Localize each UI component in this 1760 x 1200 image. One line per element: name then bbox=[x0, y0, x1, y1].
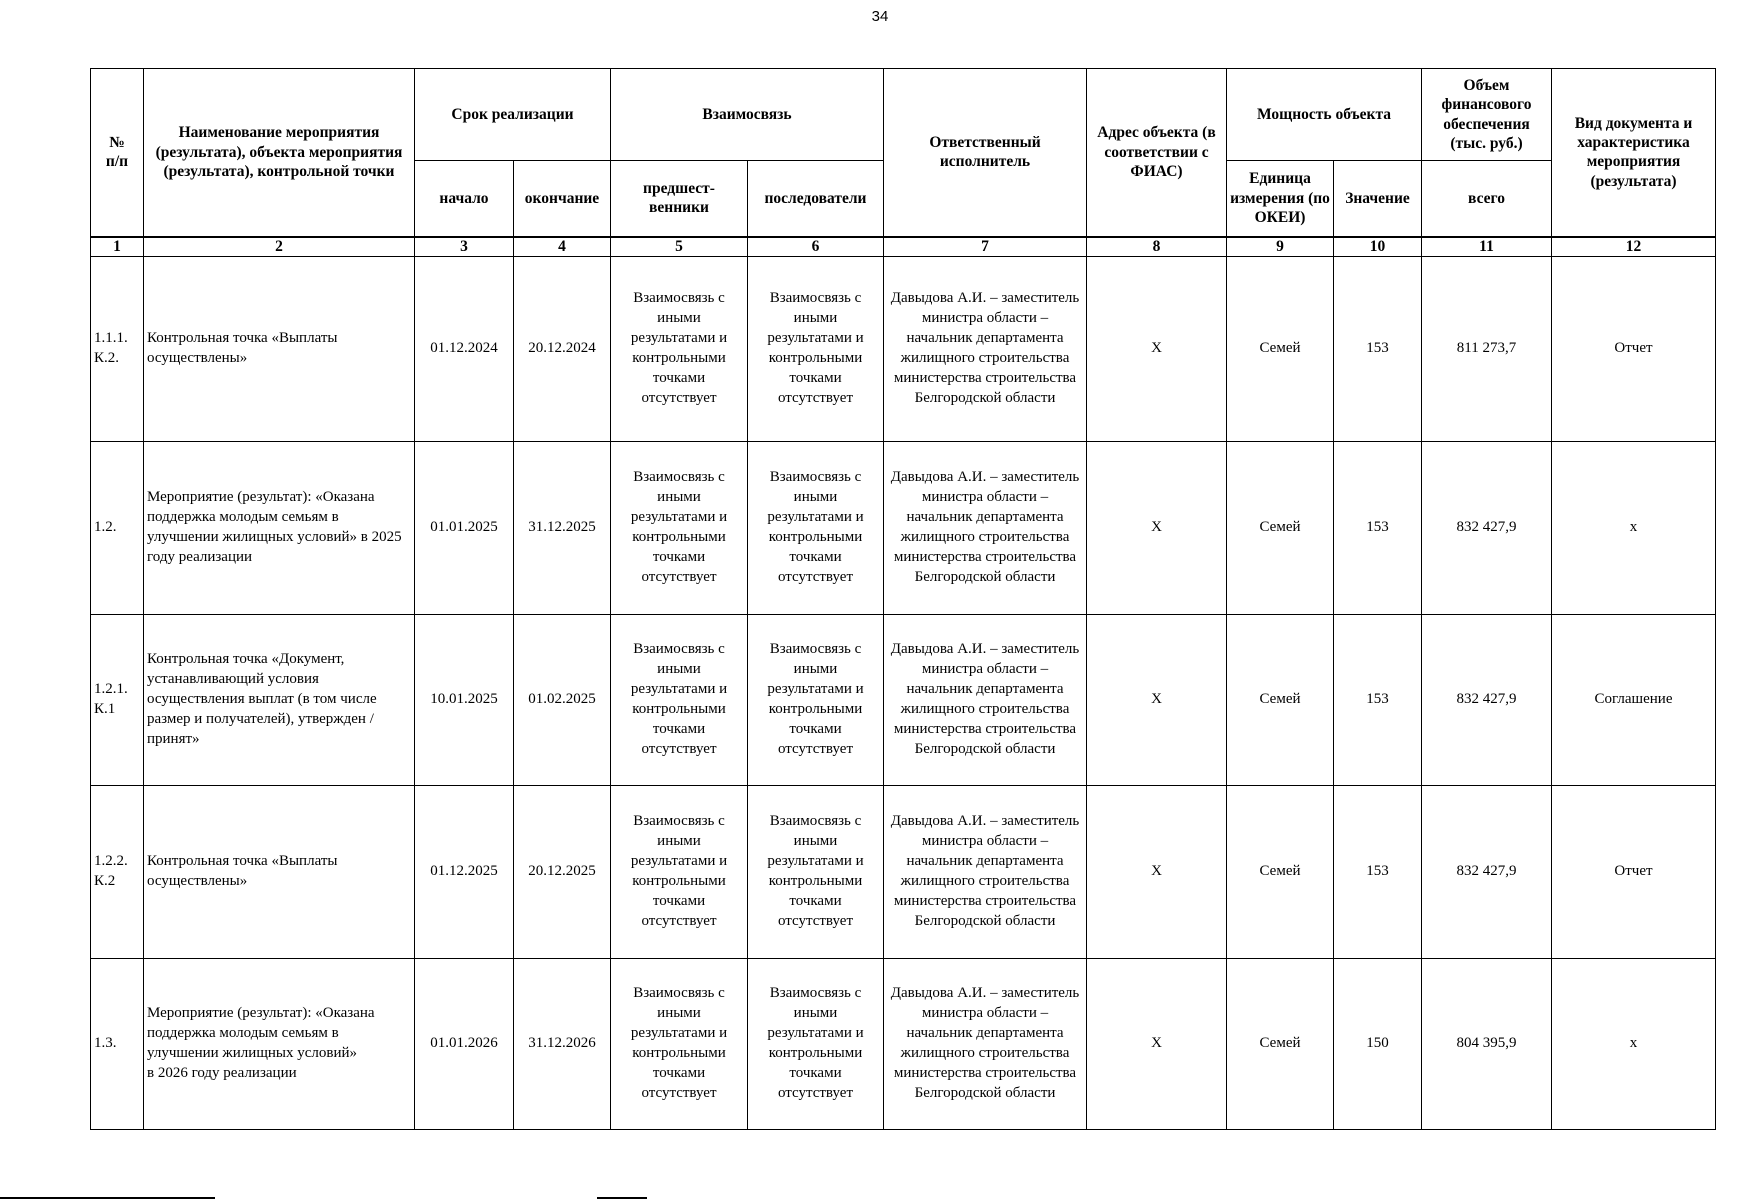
column-number: 3 bbox=[415, 237, 514, 257]
row-name: Мероприятие (результат): «Оказана поддержка молодым семьям в улучшении жилищных условий» в 2026 году реализации bbox=[144, 958, 415, 1129]
row-start-date: 10.01.2025 bbox=[415, 614, 514, 785]
column-number: 5 bbox=[611, 237, 748, 257]
header-address: Адрес объекта (в соответствии с ФИАС) bbox=[1087, 69, 1227, 237]
row-address: X bbox=[1087, 441, 1227, 614]
row-name: Контрольная точка «Документ, устанавливающий условия осуществления выплат (в том числе размер и получателей), утвержден / принят» bbox=[144, 614, 415, 785]
row-number: 1.1.1. К.2. bbox=[91, 256, 144, 441]
row-total-funding: 832 427,9 bbox=[1422, 614, 1552, 785]
footer-rule-left bbox=[0, 1197, 215, 1199]
row-responsible: Давыдова А.И. – заместитель министра области – начальник департамента жилищного строительства министерства строительства Белгородской области bbox=[884, 614, 1087, 785]
row-successors: Взаимосвязь с иными результатами и контрольными точками отсутствует bbox=[748, 785, 884, 958]
table-row bbox=[91, 256, 1716, 441]
column-number: 6 bbox=[748, 237, 884, 257]
row-end-date: 31.12.2025 bbox=[514, 441, 611, 614]
row-doc-type: х bbox=[1552, 441, 1716, 614]
header-total: всего bbox=[1422, 161, 1552, 237]
table-body bbox=[91, 256, 1716, 1130]
row-responsible: Давыдова А.И. – заместитель министра области – начальник департамента жилищного строительства министерства строительства Белгородской области bbox=[884, 441, 1087, 614]
row-total-funding: 832 427,9 bbox=[1422, 785, 1552, 958]
row-total-funding: 832 427,9 bbox=[1422, 441, 1552, 614]
row-end-date: 20.12.2025 bbox=[514, 785, 611, 958]
row-unit: Семей bbox=[1227, 614, 1334, 785]
row-unit: Семей bbox=[1227, 785, 1334, 958]
header-start: начало bbox=[415, 161, 514, 237]
row-start-date: 01.01.2026 bbox=[415, 958, 514, 1129]
row-successors: Взаимосвязь с иными результатами и контрольными точками отсутствует bbox=[748, 614, 884, 785]
row-end-date: 31.12.2026 bbox=[514, 958, 611, 1129]
row-end-date: 20.12.2024 bbox=[514, 256, 611, 441]
row-doc-type: х bbox=[1552, 958, 1716, 1129]
row-doc-type: Отчет bbox=[1552, 256, 1716, 441]
column-number: 1 bbox=[91, 237, 144, 257]
column-numbers-row bbox=[91, 237, 1716, 257]
page-number: 34 bbox=[871, 8, 889, 25]
header-end: окончание bbox=[514, 161, 611, 237]
table-row bbox=[91, 785, 1716, 958]
row-name: Контрольная точка «Выплаты осуществлены» bbox=[144, 785, 415, 958]
row-name: Мероприятие (результат): «Оказана поддержка молодым семьям в улучшении жилищных условий» в 2025 году реализации bbox=[144, 441, 415, 614]
row-total-funding: 804 395,9 bbox=[1422, 958, 1552, 1129]
row-predecessors: Взаимосвязь с иными результатами и контрольными точками отсутствует bbox=[611, 958, 748, 1129]
header-capacity: Мощность объекта bbox=[1227, 69, 1422, 161]
column-number: 9 bbox=[1227, 237, 1334, 257]
row-successors: Взаимосвязь с иными результатами и контрольными точками отсутствует bbox=[748, 256, 884, 441]
row-responsible: Давыдова А.И. – заместитель министра области – начальник департамента жилищного строительства министерства строительства Белгородской области bbox=[884, 256, 1087, 441]
row-number: 1.2.2. К.2 bbox=[91, 785, 144, 958]
header-predecessors-text: предшест- венники bbox=[643, 179, 715, 217]
table-row bbox=[91, 958, 1716, 1129]
row-successors: Взаимосвязь с иными результатами и контрольными точками отсутствует bbox=[748, 441, 884, 614]
row-value: 153 bbox=[1334, 614, 1422, 785]
header-period: Срок реализации bbox=[415, 69, 611, 161]
row-start-date: 01.01.2025 bbox=[415, 441, 514, 614]
table-row bbox=[91, 614, 1716, 785]
row-doc-type: Отчет bbox=[1552, 785, 1716, 958]
row-total-funding: 811 273,7 bbox=[1422, 256, 1552, 441]
row-number: 1.2.1. К.1 bbox=[91, 614, 144, 785]
column-number: 11 bbox=[1422, 237, 1552, 257]
row-predecessors: Взаимосвязь с иными результатами и контрольными точками отсутствует bbox=[611, 441, 748, 614]
row-responsible: Давыдова А.И. – заместитель министра области – начальник департамента жилищного строительства министерства строительства Белгородской области bbox=[884, 785, 1087, 958]
footer-rule-right bbox=[597, 1197, 647, 1199]
row-predecessors: Взаимосвязь с иными результатами и контрольными точками отсутствует bbox=[611, 614, 748, 785]
row-number: 1.2. bbox=[91, 441, 144, 614]
header-responsible: Ответственный исполнитель bbox=[884, 69, 1087, 237]
row-number: 1.3. bbox=[91, 958, 144, 1129]
header-num bbox=[91, 69, 144, 237]
column-number: 4 bbox=[514, 237, 611, 257]
row-start-date: 01.12.2024 bbox=[415, 256, 514, 441]
header-successors: последователи bbox=[748, 161, 884, 237]
header-relation: Взаимосвязь bbox=[611, 69, 884, 161]
column-number: 12 bbox=[1552, 237, 1716, 257]
column-number: 7 bbox=[884, 237, 1087, 257]
row-predecessors: Взаимосвязь с иными результатами и контрольными точками отсутствует bbox=[611, 256, 748, 441]
row-address: X bbox=[1087, 614, 1227, 785]
row-value: 153 bbox=[1334, 256, 1422, 441]
column-number: 8 bbox=[1087, 237, 1227, 257]
row-unit: Семей bbox=[1227, 441, 1334, 614]
row-name: Контрольная точка «Выплаты осуществлены» bbox=[144, 256, 415, 441]
row-end-date: 01.02.2025 bbox=[514, 614, 611, 785]
table-row bbox=[91, 441, 1716, 614]
row-address: X bbox=[1087, 256, 1227, 441]
events-plan-table bbox=[90, 68, 1716, 1130]
row-address: X bbox=[1087, 785, 1227, 958]
row-successors: Взаимосвязь с иными результатами и контрольными точками отсутствует bbox=[748, 958, 884, 1129]
row-unit: Семей bbox=[1227, 958, 1334, 1129]
header-doc-type: Вид документа и характеристика мероприятия (результата) bbox=[1552, 69, 1716, 237]
row-start-date: 01.12.2025 bbox=[415, 785, 514, 958]
row-address: X bbox=[1087, 958, 1227, 1129]
row-value: 153 bbox=[1334, 785, 1422, 958]
header-name: Наименование мероприятия (результата), объекта мероприятия (результата), контрольной точки bbox=[144, 69, 415, 237]
column-number: 2 bbox=[144, 237, 415, 257]
row-predecessors: Взаимосвязь с иными результатами и контрольными точками отсутствует bbox=[611, 785, 748, 958]
row-value: 150 bbox=[1334, 958, 1422, 1129]
header-num-text: № п/п bbox=[105, 133, 129, 171]
row-value: 153 bbox=[1334, 441, 1422, 614]
header-predecessors bbox=[611, 161, 748, 237]
row-doc-type: Соглашение bbox=[1552, 614, 1716, 785]
column-number: 10 bbox=[1334, 237, 1422, 257]
header-value: Значение bbox=[1334, 161, 1422, 237]
row-unit: Семей bbox=[1227, 256, 1334, 441]
header-unit: Единица измерения (по ОКЕИ) bbox=[1227, 161, 1334, 237]
row-responsible: Давыдова А.И. – заместитель министра области – начальник департамента жилищного строительства министерства строительства Белгородской области bbox=[884, 958, 1087, 1129]
header-funding: Объем финансового обеспечения (тыс. руб.) bbox=[1422, 69, 1552, 161]
